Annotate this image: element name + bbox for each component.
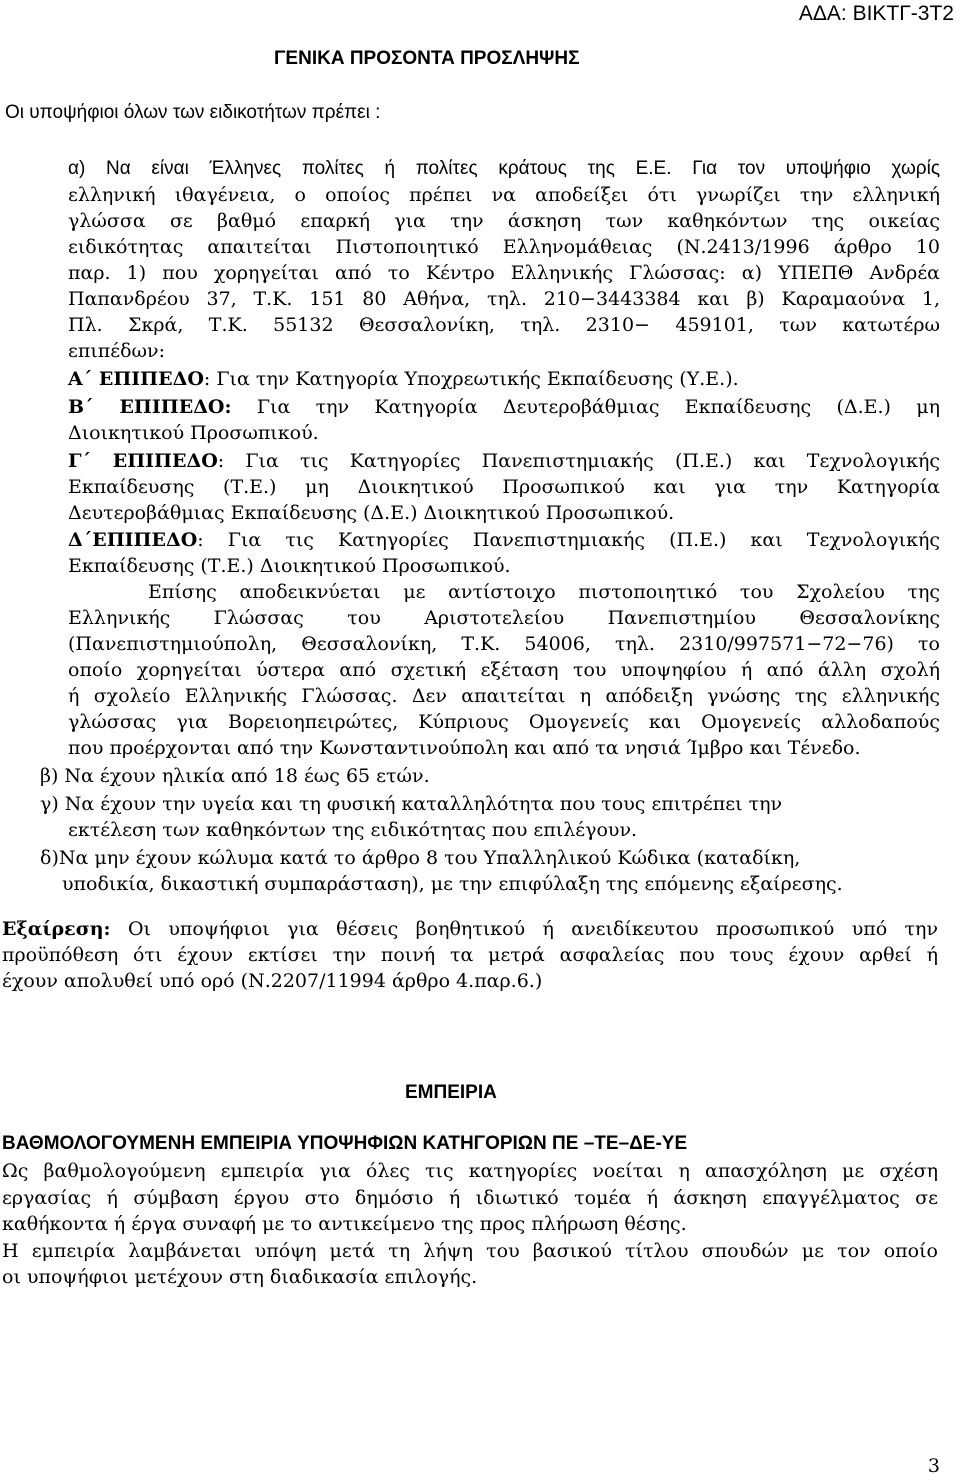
item-a-line-7: Πλ. Σκρά, Τ.Κ. 55132 Θεσσαλονίκη, τηλ. 2310− 459101, των κατωτέρω: [68, 314, 940, 336]
exception-text: Οι υποψήφιοι για θέσεις βοηθητικού ή ανειδίκευτου προσωπικού υπό την: [127, 918, 938, 940]
exception-line-2: προϋπόθεση ότι έχουν εκτίσει την ποινή τα μετρά ασφαλείας που τους έχουν αρθεί ή: [2, 944, 938, 966]
level-c-line-3: Δευτεροβάθμιας Εκπαίδευσης (Δ.Ε.) Διοικητικού Προσωπικού.: [68, 502, 675, 524]
experience-line-1: Ως βαθμολογούμενη εμπειρία για όλες τις κατηγορίες νοείται η απασχόληση με σχέση: [2, 1160, 938, 1182]
intro-text: Οι υποψήφιοι όλων των ειδικοτήτων πρέπει :: [5, 102, 381, 123]
exception-label: Εξαίρεση:: [2, 918, 111, 940]
experience-line-5: οι υποψήφιοι μετέχουν στη διαδικασία επιλογής.: [2, 1266, 478, 1288]
item-d-line-1: δ)Να μην έχουν κώλυμα κατά το άρθρο 8 του Υπαλληλικού Κώδικα (καταδίκη,: [40, 847, 801, 869]
item-a-para-line-5: ή σχολείο Ελληνικής Γλώσσας. Δεν απαιτείται η απόδειξη γνώσης της ελληνικής: [68, 685, 940, 707]
item-a-line-3: γλώσσα σε βαθμό επαρκή για την άσκηση των καθηκόντων της οικείας: [68, 210, 940, 232]
section-title-general: ΓΕΝΙΚΑ ΠΡΟΣΟΝΤΑ ΠΡΟΣΛΗΨΗΣ: [274, 48, 580, 69]
item-a-para-line-2: Ελληνικής Γλώσσας του Αριστοτελείου Πανεπιστημίου Θεσσαλονίκης: [68, 607, 940, 629]
level-c-label: Γ΄ ΕΠΙΠΕΔΟ: [68, 450, 218, 472]
item-c-line-2: εκτέλεση των καθηκόντων της ειδικότητας που επιλέγουν.: [68, 819, 638, 841]
ada-code: ΑΔΑ: ΒΙΚΤΓ-3Τ2: [798, 2, 954, 25]
experience-line-4: Η εμπειρία λαμβάνεται υπόψη μετά τη λήψη του βασικού τίτλου σπουδών με τον οποίο: [2, 1240, 938, 1262]
item-a-para-line-1: Επίσης αποδεικνύεται με αντίστοιχο πιστοποιητικό του Σχολείου της: [148, 581, 940, 603]
item-a-line-4: ειδικότητας απαιτείται Πιστοποιητικό Ελληνομάθειας (Ν.2413/1996 άρθρο 10: [68, 236, 940, 258]
level-b-line-1: [68, 395, 940, 419]
level-a-label: Α΄ ΕΠΙΠΕΔΟ: [68, 368, 204, 390]
level-d-text: : Για τις Κατηγορίες Πανεπιστημιακής (Π.Ε.) και Τεχνολογικής: [197, 529, 940, 551]
level-a: [68, 367, 739, 391]
item-d-line-2: υποδικία, δικαστική συμπαράσταση), με την επιφύλαξη της επόμενης εξαίρεσης.: [62, 873, 843, 895]
item-a-para-line-4: οποίο χορηγείται ύστερα από σχετική εξέταση του υποψηφίου ή από άλλη σχολή: [68, 659, 940, 681]
level-b-text: Για την Κατηγορία Δευτεροβάθμιας Εκπαίδευσης (Δ.Ε.) μη: [256, 396, 940, 418]
level-c-text: : Για τις Κατηγορίες Πανεπιστημιακής (Π.Ε.) και Τεχνολογικής: [217, 450, 940, 472]
item-a-line-1: α) Να είναι Έλληνες πολίτες ή πολίτες κράτους της Ε.Ε. Για τον υποψήφιο χωρίς: [68, 158, 940, 179]
item-a-line-8: επιπέδων:: [68, 340, 165, 362]
page-number: 3: [927, 1455, 940, 1477]
exception-line-3: έχουν απολυθεί υπό ορό (Ν.2207/11994 άρθρο 4.παρ.6.): [2, 970, 543, 992]
item-a-line-6: Παπανδρέου 37, Τ.Κ. 151 80 Αθήνα, τηλ. 210−3443384 και β) Καραμαούνα 1,: [68, 288, 940, 310]
section-title-experience: ΕΜΠΕΙΡΙΑ: [405, 1082, 497, 1103]
level-d-label: Δ΄ΕΠΙΠΕΔΟ: [68, 529, 198, 551]
item-a-line-5: παρ. 1) που χορηγείται από το Κέντρο Ελληνικής Γλώσσας: α) ΥΠΕΠΘ Ανδρέα: [68, 262, 940, 284]
level-d-line-1: [68, 528, 940, 552]
level-a-text: : Για την Κατηγορία Υποχρεωτικής Εκπαίδευσης (Υ.Ε.).: [203, 368, 739, 390]
level-b-line-2: Διοικητικού Προσωπικού.: [68, 422, 319, 444]
level-c-line-2: Εκπαίδευσης (Τ.Ε.) μη Διοικητικού Προσωπικού και για την Κατηγορία: [68, 476, 940, 498]
item-b: β) Να έχουν ηλικία από 18 έως 65 ετών.: [40, 765, 430, 787]
item-a-para-line-7: που προέρχονται από την Κωνσταντινούπολη και από τα νησιά Ίμβρο και Τένεδο.: [68, 737, 861, 759]
level-d-line-2: Εκπαίδευσης (Τ.Ε.) Διοικητικού Προσωπικού.: [68, 555, 511, 577]
item-a-para-line-6: γλώσσας για Βορειοηπειρώτες, Κύπριους Ομογενείς και Ομογενείς αλλοδαπούς: [68, 711, 940, 733]
experience-line-3: καθήκοντα ή έργα συναφή με το αντικείμενο της προς πλήρωση θέσης.: [2, 1213, 687, 1235]
experience-line-2: εργασίας ή σύμβαση έργου στο δημόσιο ή ιδιωτικό τομέα ή άσκηση επαγγέλματος σε: [2, 1187, 938, 1209]
level-b-label: Β΄ ΕΠΙΠΕΔΟ:: [68, 396, 232, 418]
level-c-line-1: [68, 449, 940, 473]
item-a-line-2: ελληνική ιθαγένεια, ο οποίος πρέπει να αποδείξει ότι γνωρίζει την ελληνική: [68, 184, 940, 206]
item-c-line-1: γ) Να έχουν την υγεία και τη φυσική καταλληλότητα που τους επιτρέπει την: [40, 793, 783, 815]
item-a-para-line-3: (Πανεπιστημιούπολη, Θεσσαλονίκη, Τ.Κ. 54006, τηλ. 2310/997571−72−76) το: [68, 633, 940, 655]
experience-subtitle: ΒΑΘΜΟΛΟΓΟΥΜΕΝΗ ΕΜΠΕΙΡΙΑ ΥΠΟΨΗΦΙΩΝ ΚΑΤΗΓΟΡΙΩΝ ΠΕ –ΤΕ–ΔΕ-ΥΕ: [2, 1133, 688, 1154]
exception-line-1: [2, 917, 938, 941]
